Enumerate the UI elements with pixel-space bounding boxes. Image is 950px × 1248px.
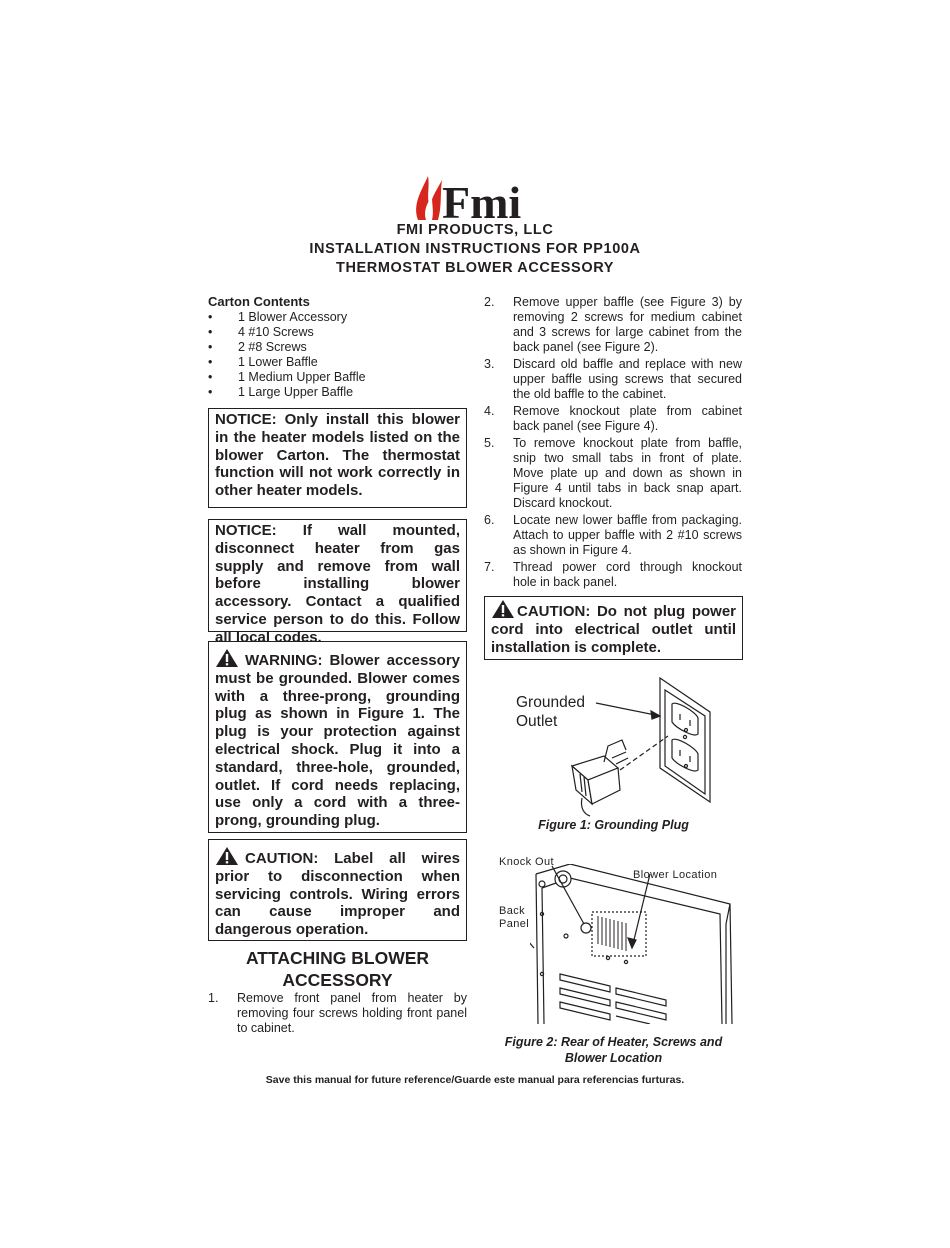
back-panel-label-line2: Panel <box>499 918 530 930</box>
figure2-caption-line1: Figure 2: Rear of Heater, Screws and <box>504 1035 723 1049</box>
knockout-icon <box>539 871 571 887</box>
company-name: FMI PRODUCTS, LLC <box>396 222 554 238</box>
heater-rear-figure <box>530 864 740 1024</box>
step-number: 2. <box>484 295 495 309</box>
step-text: Remove knockout plate from cabinet back panel (see Figure 4). <box>513 404 742 433</box>
list-item: • 2 #8 Screws <box>208 340 366 355</box>
knockout-label: Knock Out <box>499 856 554 868</box>
step-item <box>484 513 743 561</box>
caution-plug-box <box>484 596 743 660</box>
outlet-plate-icon <box>660 678 710 802</box>
step-text: Remove upper baffle (see Figure 3) by removing 2 screws for medium cabinet and 3 screws for large cabinet from the back panel (see Figure 2). <box>513 295 742 354</box>
caution-wires-box <box>208 839 467 941</box>
blower-location-icon <box>592 912 646 956</box>
step-number: 4. <box>484 404 495 418</box>
step-item <box>484 357 743 405</box>
warning-icon <box>215 648 239 668</box>
notice-models-text: NOTICE: Only install this blower in the heater models listed on the blower Carton. The thermostat function will not work correctly in other heater models. <box>215 411 460 500</box>
step-item <box>484 295 743 354</box>
step-number: 6. <box>484 513 495 527</box>
notice-wall-mounted-box <box>208 519 467 646</box>
warning-icon <box>491 599 515 619</box>
grounded-outlet-label <box>516 693 585 731</box>
flame-icon <box>416 176 442 220</box>
figure2-caption-line2: Blower Location <box>564 1051 663 1065</box>
section-heading-line1: ATTACHING BLOWER <box>245 948 430 968</box>
blower-location-label: Blower Location <box>633 869 718 881</box>
step-text: Remove front panel from heater by removing four screws holding front panel to cabinet. <box>237 991 467 1035</box>
plug-icon <box>572 740 628 816</box>
step-text: Locate new lower baffle from packaging. Attach to upper baffle with 2 #10 screws as shown in Figure 4. <box>513 513 742 557</box>
step-number: 7. <box>484 560 495 574</box>
list-item: • 1 Lower Baffle <box>208 355 366 370</box>
logo-text: Fmi <box>442 177 522 222</box>
step-item <box>484 560 743 594</box>
step-item <box>208 991 467 1039</box>
page-title: INSTALLATION INSTRUCTIONS FOR PP100A <box>309 241 641 257</box>
list-item: • 4 #10 Screws <box>208 325 366 340</box>
warning-icon <box>215 846 239 866</box>
step-text: Thread power cord through knockout hole in back panel. <box>513 560 742 589</box>
caution-plug-text: CAUTION: Do not plug power cord into electrical outlet until installation is complete. <box>491 603 736 656</box>
step-number: 3. <box>484 357 495 371</box>
notice-wall-mounted-text: NOTICE: If wall mounted, disconnect heater from gas supply and remove from wall before installing blower accessory. Contact a qualified service person to do this. Follow all local codes. <box>215 522 460 646</box>
figure2-caption <box>484 1034 743 1066</box>
grounded-label-line1: Grounded <box>516 694 585 711</box>
back-panel-label-line1: Back <box>499 905 526 917</box>
warning-grounding-text: WARNING: Blower accessory must be grounded. Blower comes with a three-prong, grounding plug as shown in Figure 1. The plug is your protection against electrical shock. Plug it into a standard, three-hole, grounded, outlet. If cord needs replacing, use only a cord with a three-prong, grounding plug. <box>215 652 460 830</box>
fmi-logo <box>412 166 524 222</box>
figure1-caption: Figure 1: Grounding Plug <box>538 818 689 832</box>
footer-note: Save this manual for future reference/Guarde este manual para referencias furturas. <box>265 1074 685 1086</box>
notice-models-box <box>208 408 467 508</box>
carton-contents-list <box>208 310 366 400</box>
page-subtitle: THERMOSTAT BLOWER ACCESSORY <box>336 260 614 276</box>
step-text: To remove knockout plate from baffle, snip two small tabs in front of plate. Move plate up and down as shown in Figure 4 until tabs in back snap apart. Discard knockout. <box>513 436 742 510</box>
step-item <box>484 436 743 516</box>
list-item: • 1 Blower Accessory <box>208 310 366 325</box>
step-text: Discard old baffle and replace with new upper baffle using screws that secured the old baffle to the cabinet. <box>513 357 742 401</box>
list-item: • 1 Medium Upper Baffle <box>208 370 366 385</box>
step-number: 1. <box>208 991 219 1005</box>
step-item <box>484 404 743 438</box>
caution-wires-text: CAUTION: Label all wires prior to disconnection when servicing controls. Wiring errors can cause improper and dangerous operation. <box>215 850 460 939</box>
list-item: • 1 Large Upper Baffle <box>208 385 366 400</box>
warning-grounding-box <box>208 641 467 833</box>
grounded-label-line2: Outlet <box>516 713 558 730</box>
step-number: 5. <box>484 436 495 450</box>
section-heading-line2: ACCESSORY <box>282 969 393 990</box>
section-heading <box>208 948 467 991</box>
carton-contents-heading: Carton Contents <box>208 294 310 309</box>
